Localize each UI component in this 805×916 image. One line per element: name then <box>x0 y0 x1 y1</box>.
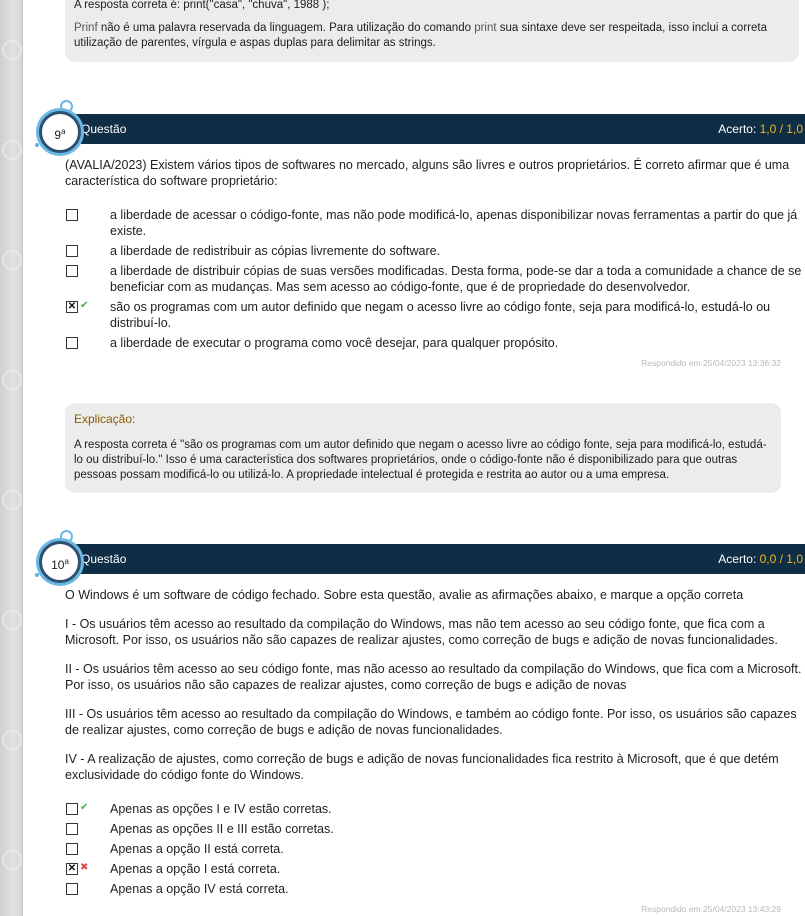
correct-check-icon: ✔ <box>80 802 89 813</box>
explanation-text: A resposta correta é "são os programas com um autor definido que negam o acesso livre ao código fonte, seja para modificá-lo, estudá-lo ou distribuí-lo." Isso é uma característica dos softwares proprietários, onde o código-fonte não é disponibilizado para que outras pessoas possam modificá-lo ou utilizá-lo. A propriedade intelectual é protegida e restrita ao autor ou a uma empresa. <box>74 439 767 481</box>
question-label: Questão <box>81 552 127 566</box>
option-checkbox[interactable] <box>66 803 78 815</box>
option-checkbox[interactable] <box>66 337 78 349</box>
option-checkbox[interactable] <box>66 245 78 257</box>
option-text: Apenas a opção IV está correta. <box>110 882 289 896</box>
option-text: Apenas as opções II e III estão corretas. <box>110 822 334 836</box>
wrong-x-icon: ✖ <box>80 862 89 873</box>
option-checkbox-checked[interactable] <box>66 301 78 313</box>
previous-explanation-box <box>65 0 799 62</box>
acerto-score: Acerto: 1,0 / 1,0 <box>718 122 803 136</box>
pattern-circle <box>2 40 22 60</box>
question-label: Questão <box>81 122 127 136</box>
question-10-intro: O Windows é um software de código fechado. Sobre esta questão, avalie as afirmações abaixo, e marque a opção correta <box>65 588 744 602</box>
question-number-badge: 9$^a$ <box>39 111 81 153</box>
option-text: Apenas a opção II está correta. <box>110 842 284 856</box>
option-text: a liberdade de executar o programa como você desejar, para qualquer propósito. <box>110 336 559 350</box>
affirmation-iii: III - Os usuários têm acesso ao resultado da compilação do Windows, e também ao código fonte. Por isso, os usuários são capazes de realizar ajustes, como correção de bugs e adição de novas funcionalidades. <box>65 707 797 737</box>
option-checkbox-checked[interactable] <box>66 863 78 875</box>
question-10-header <box>65 544 805 574</box>
pattern-circle <box>2 490 22 510</box>
previous-answer-line: A resposta correta é: print("casa", "chuva", 1988 ); <box>74 0 330 11</box>
option-checkbox[interactable] <box>66 823 78 835</box>
correct-check-icon: ✔ <box>80 300 89 311</box>
option-text: a liberdade de redistribuir as cópias livremente do software. <box>110 244 441 258</box>
pattern-circle <box>2 370 22 390</box>
explanation-box <box>65 403 781 493</box>
answered-timestamp: Respondido em 25/04/2023 13:43:29 <box>641 904 781 914</box>
badge-small-dot <box>35 143 39 147</box>
left-decorative-strip <box>0 0 22 916</box>
pattern-circle <box>2 610 22 630</box>
explanation-title: Explicação: <box>74 412 136 426</box>
badge-small-dot <box>35 573 39 577</box>
pattern-circle <box>2 730 22 750</box>
affirmation-ii: II - Os usuários têm acesso ao seu código fonte, mas não acesso ao resultado da compilação do Windows, que fica com a Microsoft. Por isso, os usuários não são capazes de realizar ajustes, como correção de bugs e adição de novas <box>65 662 802 692</box>
affirmation-iv: IV - A realização de ajustes, como correção de bugs e adição de novas funcionalidades fica restrito à Microsoft, que é que detém exclusividade do código fonte do Windows. <box>65 752 779 782</box>
pattern-circle <box>2 850 22 870</box>
affirmation-i: I - Os usuários têm acesso ao resultado da compilação do Windows, mas não tem acesso ao seu código fonte, que fica com a Microsoft. Por isso, os usuários não são capazes de realizar ajustes, como correção de bugs e adição de novas funcionalidades. <box>65 617 778 647</box>
question-number-badge: 10$^a$ <box>39 541 81 583</box>
option-checkbox[interactable] <box>66 843 78 855</box>
answered-timestamp: Respondido em 25/04/2023 13:36:32 <box>641 358 781 368</box>
question-9-statement: (AVALIA/2023) Existem vários tipos de softwares no mercado, alguns são livres e outros proprietários. É correto afirmar que é uma característica do software proprietário: <box>65 158 790 188</box>
option-text: a liberdade de acessar o código-fonte, mas não pode modificá-lo, apenas disponibilizar novas ferramentas a partir do que já existe. <box>110 208 798 238</box>
option-text: Apenas a opção I está correta. <box>110 862 281 876</box>
pattern-circle <box>2 140 22 160</box>
option-checkbox[interactable] <box>66 883 78 895</box>
question-9-header <box>65 114 805 144</box>
option-checkbox[interactable] <box>66 209 78 221</box>
option-text: são os programas com um autor definido que negam o acesso livre ao código fonte, seja para modificá-lo, estudá-lo ou distribuí-lo. <box>110 300 771 330</box>
previous-explanation-text: Prinf não é uma palavra reservada da linguagem. Para utilização do comando print sua sintaxe deve ser respeitada, isso inclui a correta utilização de parentes, vírgula e aspas duplas para delimitar as strings. <box>74 22 767 49</box>
pattern-circle <box>2 250 22 270</box>
question-list <box>23 0 805 916</box>
option-checkbox[interactable] <box>66 265 78 277</box>
option-text: a liberdade de distribuir cópias de suas versões modificadas. Desta forma, pode-se dar a toda a comunidade a chance de se beneficiar com as mudanças. Mas sem acesso ao código-fonte, que é de propriedade do desenvolvedor. <box>110 264 802 294</box>
option-text: Apenas as opções I e IV estão corretas. <box>110 802 332 816</box>
acerto-score: Acerto: 0,0 / 1,0 <box>718 552 803 566</box>
